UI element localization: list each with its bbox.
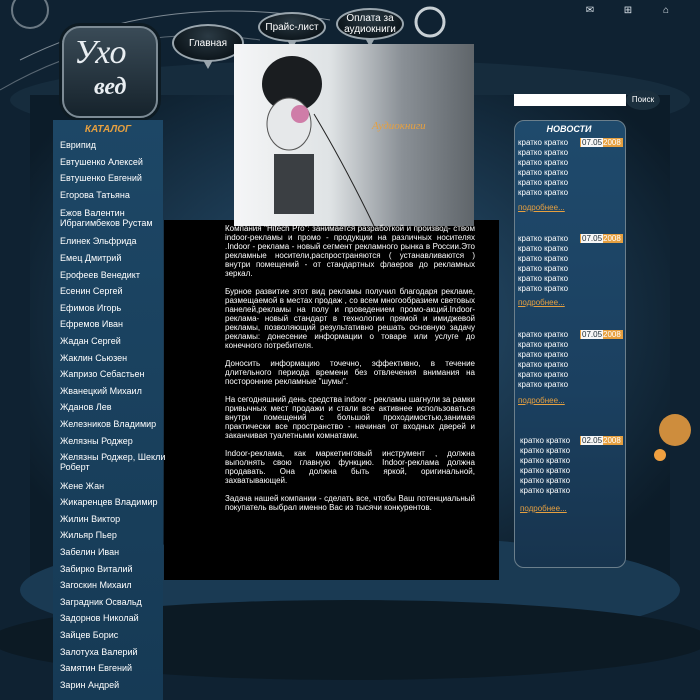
home-icon[interactable]: ⌂ xyxy=(662,5,670,16)
news-more-link[interactable]: подробнее... xyxy=(518,298,565,307)
search-input[interactable] xyxy=(514,94,626,106)
news-item-text: кратко кратко xyxy=(518,168,569,177)
main-content xyxy=(225,224,475,521)
news-more-link[interactable]: подробнее... xyxy=(520,504,567,513)
news-item-text: кратко кратко xyxy=(518,274,569,283)
news-item-text: кратко кратко xyxy=(518,360,569,369)
news-item-text: кратко кратко xyxy=(518,138,569,147)
news-item-text: кратко кратко xyxy=(520,466,571,475)
news-item-text: кратко кратко xyxy=(520,476,571,485)
news-item-text: кратко кратко xyxy=(518,148,569,157)
nav-audiobook-payment[interactable]: Оплата за аудиокниги xyxy=(336,8,404,40)
news-item-text: кратко кратко xyxy=(518,234,569,243)
catalog-item[interactable]: Желязны Роджер, Шекли Роберт xyxy=(60,452,166,472)
nav-home[interactable]: Главная xyxy=(172,24,244,62)
catalog-item[interactable]: Задорнов Николай xyxy=(60,613,139,623)
catalog-item[interactable]: Забелин Иван xyxy=(60,547,120,557)
sitemap-icon[interactable]: ⊞ xyxy=(623,5,633,16)
catalog-item[interactable]: Желязны Роджер xyxy=(60,436,133,446)
logo-text-top: Ухо xyxy=(74,34,127,71)
catalog-item[interactable]: Загоскин Михаил xyxy=(60,580,132,590)
catalog-item[interactable]: Еврипид xyxy=(60,140,96,150)
news-more-link[interactable]: подробнее... xyxy=(518,396,565,405)
news-more-link[interactable]: подробнее... xyxy=(518,203,565,212)
search-button[interactable]: Поиск xyxy=(626,90,660,110)
catalog-item[interactable]: Жилин Виктор xyxy=(60,514,121,524)
news-item-text: кратко кратко xyxy=(518,254,569,263)
content-paragraph: Indoor-реклама, как маркетинговый инструмент , должна выполнять свою главную функцию. Indoor-реклама должна продавать. Она должна быть яркой, оригинальной, захватывающей. xyxy=(225,449,475,485)
catalog-item[interactable]: Жапризо Себастьен xyxy=(60,369,145,379)
catalog-item[interactable]: Емец Дмитрий xyxy=(60,253,122,263)
news-item-text: кратко кратко xyxy=(518,264,569,273)
catalog-item[interactable]: Зарин Андрей xyxy=(60,680,120,690)
news-item-text: кратко кратко xyxy=(518,370,569,379)
headphones-person-illustration xyxy=(234,44,474,226)
catalog-item[interactable]: Заградник Освальд xyxy=(60,597,142,607)
catalog-item[interactable]: Елинек Эльфрида xyxy=(60,236,137,246)
site-logo[interactable] xyxy=(62,26,158,118)
content-paragraph: Доносить информацию точечно, эффективно, в течение длительного периода времени без отвлечения внимания на посторонние рекламные "шумы". xyxy=(225,359,475,386)
catalog-title: КАТАЛОГ xyxy=(84,124,132,135)
banner-image xyxy=(234,44,474,226)
news-item-text: кратко кратко xyxy=(520,486,571,495)
catalog-item[interactable]: Замятин Евгений xyxy=(60,663,133,673)
news-item-text: кратко кратко xyxy=(518,158,569,167)
catalog-item[interactable]: Егорова Татьяна xyxy=(60,190,130,200)
catalog-item[interactable]: Залотуха Валерий xyxy=(60,647,138,657)
news-item-text: кратко кратко xyxy=(518,178,569,187)
banner-title: Аудиокниги xyxy=(372,120,426,132)
news-item-text: кратко кратко xyxy=(518,188,569,197)
catalog-item[interactable]: Жванецкий Михаил xyxy=(60,386,142,396)
catalog-item[interactable]: Ерофеев Венедикт xyxy=(60,270,140,280)
news-item-text: кратко кратко xyxy=(518,244,569,253)
news-item-text: кратко кратко xyxy=(518,284,569,293)
catalog-item[interactable]: Евтушенко Евгений xyxy=(60,173,142,183)
content-paragraph: Компания "Hitech Pro": занимается разработкой и производ- ством indoor-рекламы и промо - продукции на различных носителях .Indoor - реклама - новый сегмент рекламного рынка в России.Это рекламные носители,распространяются ( устанавливаются ) внутри помещений - от стандартных флаеров до рекламных зеркал. xyxy=(225,224,475,278)
catalog-item[interactable]: Жильяр Пьер xyxy=(60,530,117,540)
news-title: НОВОСТИ xyxy=(546,124,592,134)
catalog-item[interactable]: Жданов Лев xyxy=(60,402,112,412)
catalog-item[interactable]: Ефимов Игорь xyxy=(60,303,122,313)
catalog-item[interactable]: Жикаренцев Владимир xyxy=(60,497,158,507)
catalog-item[interactable]: Жадан Сергей xyxy=(60,336,121,346)
news-item-text: кратко кратко xyxy=(518,340,569,349)
news-item-text: кратко кратко xyxy=(518,330,569,339)
news-item-text: кратко кратко xyxy=(520,456,571,465)
catalog-item[interactable]: Евтушенко Алексей xyxy=(60,157,143,167)
catalog-item[interactable]: Железников Владимир xyxy=(60,419,157,429)
content-paragraph: Задача нашей компании - сделать все, чтобы Ваш потенциальный покупатель выбрал именно Вас из тысячи конкурентов. xyxy=(225,494,475,512)
news-item-text: кратко кратко xyxy=(518,350,569,359)
catalog-item[interactable]: Забирко Виталий xyxy=(60,564,133,574)
catalog-item[interactable]: Жене Жан xyxy=(60,481,105,491)
mail-icon[interactable]: ✉ xyxy=(585,5,595,16)
catalog-item[interactable]: Ефремов Иван xyxy=(60,319,124,329)
content-paragraph: На сегодняшний день средства indoor - рекламы шагнули за рамки привычных мест продажи и стали все активнее использоваться внутри помещений с большой проходимостью,занимая практически все пространство - начиная от входных дверей и заканчивая туалетными комнатами. xyxy=(225,395,475,440)
catalog-item[interactable]: Жаклин Сьюзен xyxy=(60,353,128,363)
content-paragraph: Бурное развитие этот вид рекламы получил благодаря рекламе, размещаемой в местах продаж , со всем многообразием световых панелей,рекламы на полу и проведением промо-акций.Indoor-реклама- новый стандарт в технологии прямой и имиджевой рекламы, позволяющий результативно решать основную задачу рекламы: донесение информации о товаре или услуге до конечного потребителя. xyxy=(225,287,475,350)
nav-price-list[interactable]: Прайс-лист xyxy=(258,12,326,42)
news-item-text: кратко кратко xyxy=(520,436,571,445)
catalog-item[interactable]: Ежов Валентин Ибрагимбеков Рустам xyxy=(60,208,153,228)
news-item-text: кратко кратко xyxy=(520,446,571,455)
catalog-item[interactable]: Зайцев Борис xyxy=(60,630,119,640)
catalog-item[interactable]: Есенин Сергей xyxy=(60,286,123,296)
logo-text-bottom: вед xyxy=(94,74,127,100)
news-item-text: кратко кратко xyxy=(518,380,569,389)
